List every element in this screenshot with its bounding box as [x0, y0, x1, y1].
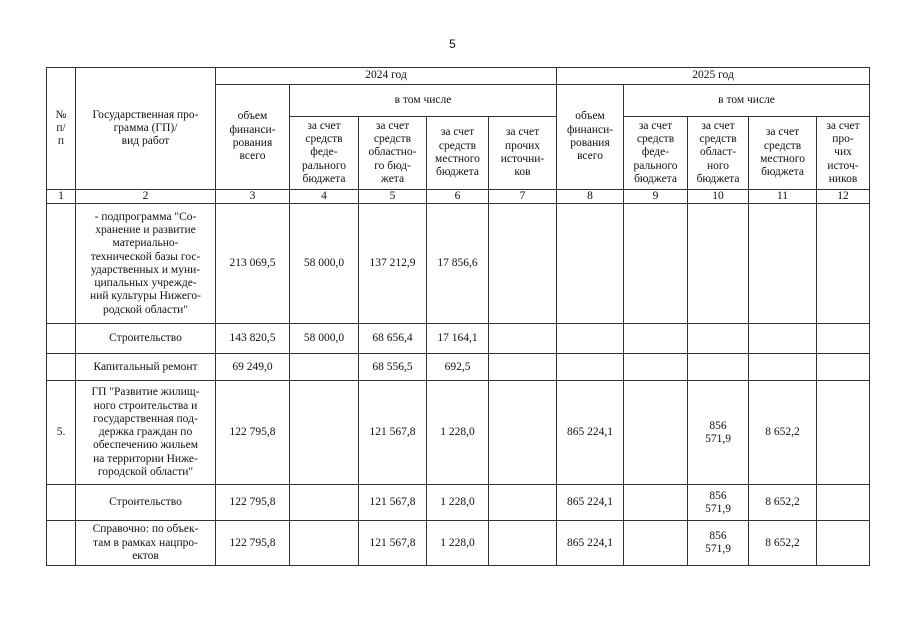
- cell-other-2024: [489, 381, 557, 485]
- index-cell: 4: [290, 190, 359, 204]
- cell-local-2024: 17 164,1: [427, 324, 489, 354]
- cell-total-2025: 865 224,1: [557, 485, 624, 521]
- cell-regional-2025: 856 571,9: [688, 381, 749, 485]
- cell-total-2024: 122 795,8: [216, 521, 290, 566]
- cell-federal-2024: [290, 521, 359, 566]
- header-local-2024: за счет средств местного бюджета: [427, 117, 489, 190]
- cell-regional-2025: [688, 204, 749, 324]
- cell-other-2025: [817, 354, 870, 381]
- header-other-2024: за счет прочих источни- ков: [489, 117, 557, 190]
- table-row: [47, 485, 870, 521]
- row-name: Справочно: по объек- там в рамках нацпро- ектов: [76, 521, 216, 566]
- header-federal-2024: за счет средств феде- рального бюджета: [290, 117, 359, 190]
- cell-federal-2024: [290, 485, 359, 521]
- header-local-2025: за счет средств местного бюджета: [749, 117, 817, 190]
- cell-federal-2025: [624, 521, 688, 566]
- cell-total-2025: [557, 324, 624, 354]
- index-cell: 12: [817, 190, 870, 204]
- cell-federal-2024: [290, 381, 359, 485]
- index-cell: 7: [489, 190, 557, 204]
- index-cell: 8: [557, 190, 624, 204]
- cell-local-2025: 8 652,2: [749, 521, 817, 566]
- cell-local-2025: [749, 354, 817, 381]
- cell-federal-2024: [290, 354, 359, 381]
- cell-total-2025: 865 224,1: [557, 521, 624, 566]
- row-num: 5.: [47, 381, 76, 485]
- row-name: Капитальный ремонт: [76, 354, 216, 381]
- header-regional-2025: за счет средств област- ного бюджета: [688, 117, 749, 190]
- index-cell: 10: [688, 190, 749, 204]
- cell-total-2024: 69 249,0: [216, 354, 290, 381]
- cell-federal-2025: [624, 354, 688, 381]
- budget-table: [46, 67, 870, 566]
- row-num: [47, 354, 76, 381]
- cell-total-2025: [557, 204, 624, 324]
- cell-regional-2024: 68 556,5: [359, 354, 427, 381]
- table-row: [47, 521, 870, 566]
- cell-local-2024: 1 228,0: [427, 485, 489, 521]
- index-cell: 6: [427, 190, 489, 204]
- cell-regional-2024: 121 567,8: [359, 485, 427, 521]
- cell-other-2025: [817, 381, 870, 485]
- cell-regional-2025: [688, 354, 749, 381]
- header-including-2025: в том числе: [624, 85, 870, 117]
- header-num: № п/ п: [47, 68, 76, 190]
- cell-local-2025: [749, 324, 817, 354]
- row-name: ГП "Развитие жилищ- ного строительства и государственная под- держка граждан по обеспечению жильем на территории Ниже- городской области": [76, 381, 216, 485]
- cell-regional-2025: [688, 324, 749, 354]
- cell-regional-2024: 137 212,9: [359, 204, 427, 324]
- index-cell: 2: [76, 190, 216, 204]
- cell-other-2025: [817, 204, 870, 324]
- table-row: [47, 324, 870, 354]
- index-cell: 11: [749, 190, 817, 204]
- row-num: [47, 521, 76, 566]
- header-year-2024: 2024 год: [216, 68, 557, 85]
- cell-federal-2025: [624, 381, 688, 485]
- cell-federal-2024: 58 000,0: [290, 204, 359, 324]
- header-year-2025: 2025 год: [557, 68, 870, 85]
- cell-total-2024: 143 820,5: [216, 324, 290, 354]
- cell-other-2024: [489, 485, 557, 521]
- cell-regional-2024: 121 567,8: [359, 381, 427, 485]
- table-row: [47, 354, 870, 381]
- table-row: [47, 204, 870, 324]
- cell-total-2024: 122 795,8: [216, 485, 290, 521]
- header-program: Государственная про- грамма (ГП)/ вид работ: [76, 68, 216, 190]
- cell-regional-2025: 856 571,9: [688, 485, 749, 521]
- row-num: [47, 204, 76, 324]
- header-federal-2025: за счет средств феде- рального бюджета: [624, 117, 688, 190]
- header-row-years: [47, 68, 870, 85]
- header-index-row: [47, 190, 870, 204]
- cell-other-2025: [817, 324, 870, 354]
- cell-federal-2025: [624, 485, 688, 521]
- row-name: Строительство: [76, 485, 216, 521]
- index-cell: 9: [624, 190, 688, 204]
- cell-local-2025: [749, 204, 817, 324]
- header-total-2025: объем финанси- рования всего: [557, 85, 624, 190]
- header-regional-2024: за счет средств областно- го бюд- жета: [359, 117, 427, 190]
- cell-other-2024: [489, 324, 557, 354]
- cell-regional-2024: 68 656,4: [359, 324, 427, 354]
- index-cell: 5: [359, 190, 427, 204]
- cell-other-2024: [489, 521, 557, 566]
- cell-local-2024: 692,5: [427, 354, 489, 381]
- cell-local-2025: 8 652,2: [749, 381, 817, 485]
- cell-total-2025: [557, 354, 624, 381]
- header-other-2025: за счет про- чих источ- ников: [817, 117, 870, 190]
- row-name: - подпрограмма "Со- хранение и развитие материально- технической базы гос- ударственных и муни- ципальных учрежде- ний культуры Нижего- родской области": [76, 204, 216, 324]
- row-num: [47, 485, 76, 521]
- cell-other-2024: [489, 204, 557, 324]
- cell-other-2024: [489, 354, 557, 381]
- cell-other-2025: [817, 521, 870, 566]
- cell-regional-2024: 121 567,8: [359, 521, 427, 566]
- cell-total-2024: 213 069,5: [216, 204, 290, 324]
- index-cell: 1: [47, 190, 76, 204]
- row-name: Строительство: [76, 324, 216, 354]
- cell-federal-2025: [624, 324, 688, 354]
- cell-local-2024: 1 228,0: [427, 381, 489, 485]
- cell-total-2024: 122 795,8: [216, 381, 290, 485]
- header-total-2024: объем финанси- рования всего: [216, 85, 290, 190]
- cell-local-2024: 17 856,6: [427, 204, 489, 324]
- cell-federal-2025: [624, 204, 688, 324]
- cell-local-2024: 1 228,0: [427, 521, 489, 566]
- cell-other-2025: [817, 485, 870, 521]
- cell-federal-2024: 58 000,0: [290, 324, 359, 354]
- cell-total-2025: 865 224,1: [557, 381, 624, 485]
- cell-local-2025: 8 652,2: [749, 485, 817, 521]
- table-row: [47, 381, 870, 485]
- header-including-2024: в том числе: [290, 85, 557, 117]
- page-number: 5: [449, 37, 456, 51]
- row-num: [47, 324, 76, 354]
- index-cell: 3: [216, 190, 290, 204]
- cell-regional-2025: 856 571,9: [688, 521, 749, 566]
